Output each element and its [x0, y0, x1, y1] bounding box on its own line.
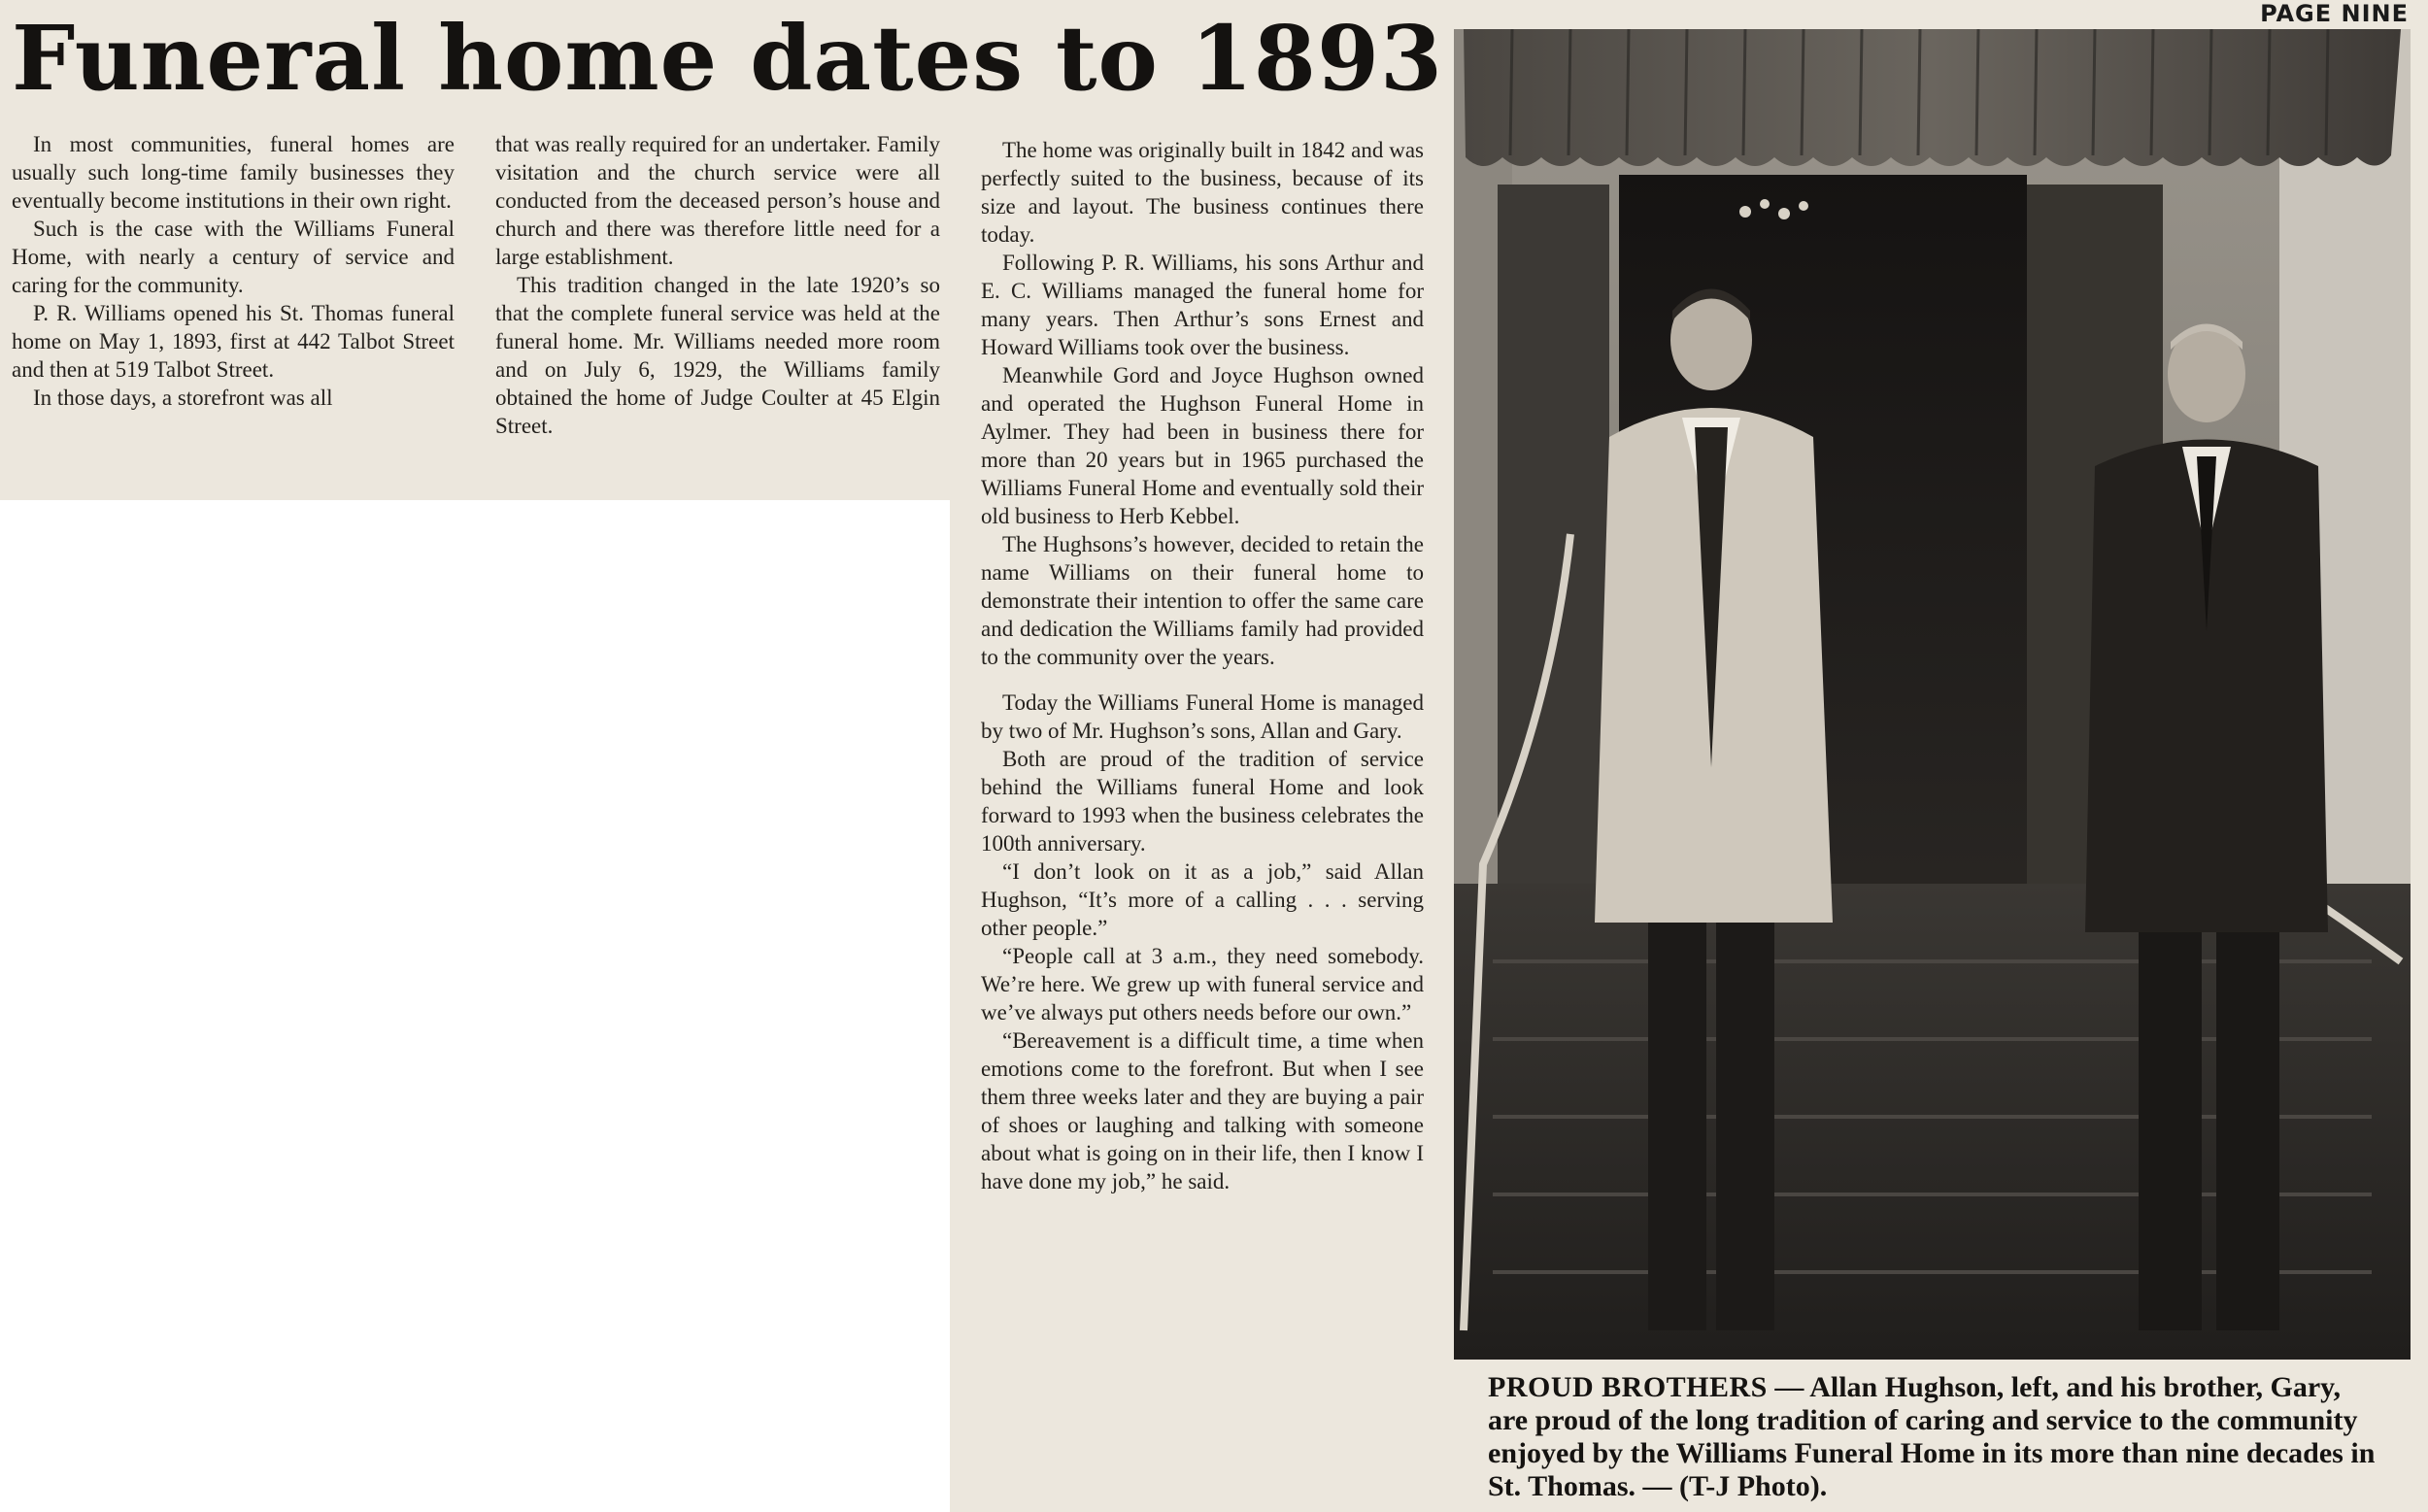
paragraph: Following P. R. Williams, his sons Arthur and E. C. Williams managed the funeral home for many years. Then Arthur’s sons Ernest and Howard Williams took over the business. — [981, 251, 1424, 359]
paragraph: Meanwhile Gord and Joyce Hughson owned and operated the Hughson Funeral Home in Aylmer. They had been in business there for more than 20 years but in 1965 purchased the Williams Funeral Home and eventually sold their old business to Herb Kebbel. — [981, 363, 1424, 528]
paragraph: In those days, a storefront was all — [33, 386, 333, 410]
awning — [1464, 29, 2401, 166]
news-photo — [1454, 29, 2411, 1360]
article-column-1 — [12, 130, 455, 412]
article-column-3 — [981, 136, 1424, 1195]
caption-text: — Allan Hughson, left, and his brother, Gary, are proud of the long tradition of caring and service to the community enjoyed by the Williams Funeral Home in its more than nine decades in St. Thomas. — (T-J Photo). — [1488, 1371, 2376, 1502]
paragraph: that was really required for an undertaker. Family visitation and the church service were all conducted from the deceased person’s house and church and there was therefore little need for a large establishment. — [495, 132, 940, 269]
paragraph: Such is the case with the Williams Funeral Home, with nearly a century of service and caring for the community. — [12, 217, 455, 297]
headline: Funeral home dates to 1893 — [12, 6, 1443, 111]
paragraph: “Bereavement is a difficult time, a time when emotions come to the forefront. But when I see them three weeks later and they are buying a pair of shoes or laughing and talking with someone about what is going on in their life, then I know I have done my job,” he said. — [981, 1028, 1424, 1193]
paragraph: The Hughsons’s however, decided to retain the name Williams on their funeral home to demonstrate their intention to offer the same care and dedication the Williams family had provided to the community over the years. — [981, 532, 1424, 669]
paragraph: “I don’t look on it as a job,” said Allan Hughson, “It’s more of a calling . . . serving other people.” — [981, 859, 1424, 940]
paragraph: In most communities, funeral homes are usually such long-time family businesses they eventually become institutions in their own right. — [12, 132, 455, 213]
page-label: PAGE NINE — [2260, 0, 2409, 27]
chandelier-light — [1778, 208, 1790, 219]
caption-lead: PROUD BROTHERS — [1488, 1371, 1768, 1403]
paragraph: This tradition changed in the late 1920’s so that the complete funeral service was held at the funeral home. Mr. Williams needed more room and on July 6, 1929, the Williams family obtained the home of Judge Coulter at 45 Elgin Street. — [495, 273, 940, 438]
paragraph: Both are proud of the tradition of service behind the Williams funeral Home and look forward to 1993 when the business celebrates the 100th anniversary. — [981, 747, 1424, 856]
chandelier-light — [1799, 201, 1808, 211]
photo-illustration — [1454, 29, 2411, 1360]
article-column-2 — [495, 130, 940, 440]
left-pillar — [1498, 185, 1609, 932]
photo-caption — [1488, 1371, 2381, 1503]
paragraph: “People call at 3 a.m., they need somebody. We’re here. We grew up with funeral service and we’ve always put others needs before our own.” — [981, 944, 1424, 1025]
chandelier-light — [1760, 199, 1770, 209]
chandelier-light — [1739, 206, 1751, 218]
paragraph: Today the Williams Funeral Home is managed by two of Mr. Hughson’s sons, Allan and Gary. — [981, 690, 1424, 743]
paragraph: P. R. Williams opened his St. Thomas funeral home on May 1, 1893, first at 442 Talbot Street and then at 519 Talbot Street. — [12, 301, 455, 382]
paragraph: The home was originally built in 1842 and was perfectly suited to the business, because of its size and layout. The business continues there today. — [981, 138, 1424, 247]
